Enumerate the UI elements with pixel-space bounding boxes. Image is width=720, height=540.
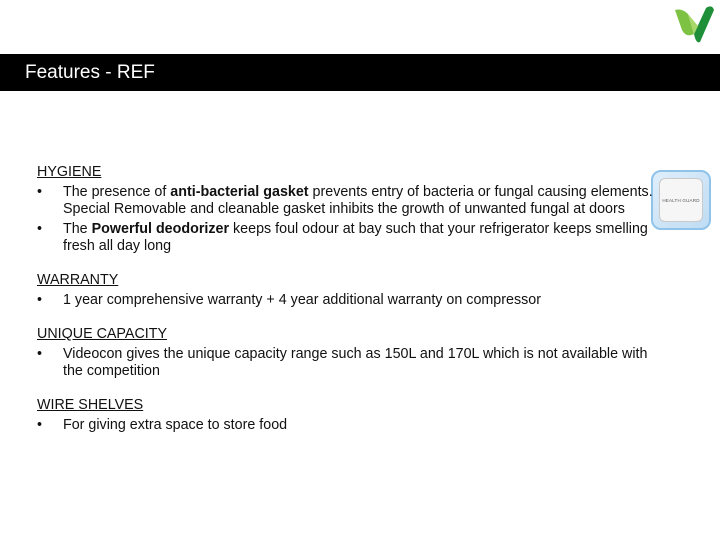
bullet-icon: • bbox=[37, 221, 43, 237]
emphasis-text: anti-bacterial gasket bbox=[170, 184, 309, 200]
bullet-list bbox=[37, 184, 667, 255]
bullet-item bbox=[37, 417, 667, 434]
feature-section bbox=[37, 272, 667, 309]
bullet-text: The bbox=[63, 221, 92, 237]
section-heading: WARRANTY bbox=[37, 272, 119, 288]
bullet-text: Videocon gives the unique capacity range such as 150L and 170L which is not available with the competition bbox=[63, 346, 648, 379]
bullet-text: The presence of bbox=[63, 184, 171, 200]
slide-title-bar bbox=[0, 54, 720, 91]
emphasis-text: Powerful deodorizer bbox=[91, 221, 230, 237]
gasket-label: HEALTH GUARD bbox=[662, 197, 700, 203]
section-heading: UNIQUE CAPACITY bbox=[37, 326, 168, 342]
bullet-icon: • bbox=[37, 184, 43, 200]
bullet-icon: • bbox=[37, 292, 43, 308]
bullet-icon: • bbox=[37, 417, 43, 433]
bullet-list bbox=[37, 292, 667, 309]
bullet-item bbox=[37, 292, 667, 309]
feature-list bbox=[37, 164, 667, 437]
feature-section bbox=[37, 326, 667, 380]
section-heading: HYGIENE bbox=[37, 164, 102, 180]
section-heading: WIRE SHELVES bbox=[37, 397, 144, 413]
bullet-icon: • bbox=[37, 346, 43, 362]
feature-section bbox=[37, 164, 667, 255]
bullet-text: 1 year comprehensive warranty + 4 year additional warranty on compressor bbox=[63, 292, 541, 308]
bullet-list bbox=[37, 346, 667, 380]
feature-section bbox=[37, 397, 667, 434]
bullet-list bbox=[37, 417, 667, 434]
bullet-item bbox=[37, 346, 667, 380]
bullet-text: prevents entry of bacteria or fungal causing elements. Special Removable and cleanable gasket inhibits the growth of unwanted fungal at doors bbox=[63, 184, 653, 217]
bullet-text: keeps foul odour at bay such that your refrigerator keeps smelling fresh all day long bbox=[63, 221, 648, 254]
bullet-text: For giving extra space to store food bbox=[63, 417, 288, 433]
bullet-item bbox=[37, 184, 667, 218]
slide-title: Features - REF bbox=[25, 62, 155, 83]
bullet-item bbox=[37, 221, 667, 255]
videocon-v-logo-icon bbox=[672, 4, 718, 46]
